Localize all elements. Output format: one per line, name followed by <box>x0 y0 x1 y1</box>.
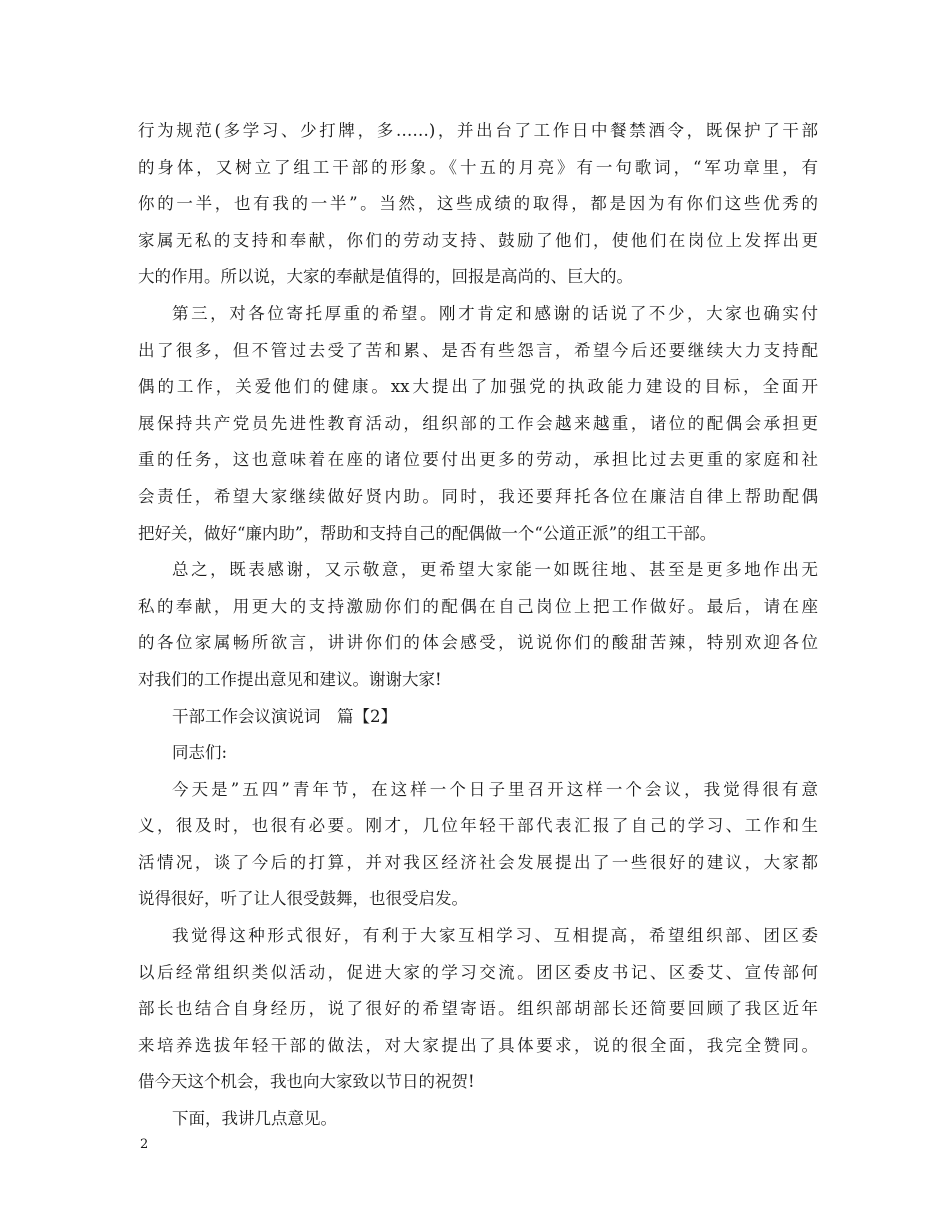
text-line: 第三，对各位寄托厚重的希望。刚才肯定和感谢的话说了不少，大家也确实付 <box>172 303 818 323</box>
text-line: 偶的工作，关爱他们的健康。xx大提出了加强党的执政能力建设的目标，全面开 <box>138 377 818 397</box>
text-line: 出了很多，但不管过去受了苦和累、是否有些怨言，希望今后还要继续大力支持配 <box>138 340 818 360</box>
text-line: 私的奉献，用更大的支持激励你们的配偶在自己岗位上把工作做好。最后，请在座 <box>138 596 818 616</box>
text-line: 总之，既表感谢，又示敬意，更希望大家能一如既往地、甚至是更多地作出无 <box>172 560 818 580</box>
text-line: 以后经常组织类似活动，促进大家的学习交流。团区委皮书记、区委艾、宣传部何 <box>138 962 818 982</box>
text-line: 义，很及时，也很有必要。刚才，几位年轻干部代表汇报了自己的学习、工作和生 <box>138 816 818 836</box>
text-line: 借今天这个机会，我也向大家致以节日的祝贺! <box>138 1072 475 1092</box>
paragraph <box>138 113 818 296</box>
paragraph <box>138 296 818 552</box>
page-number: 2 <box>140 1137 149 1152</box>
paragraph <box>138 772 818 918</box>
text-line: 今天是”五四”青年节，在这样一个日子里召开这样一个会议，我觉得很有意 <box>172 779 818 799</box>
text-line: 活情况，谈了今后的打算，并对我区经济社会发展提出了一些很好的建议，大家都 <box>138 852 818 872</box>
paragraph <box>138 552 818 698</box>
text-line: 重的任务，这也意味着在座的诸位要付出更多的劳动，承担比过去更重的家庭和社 <box>138 450 818 470</box>
text-line: 同志们: <box>172 743 228 763</box>
text-line: 我觉得这种形式很好，有利于大家互相学习、互相提高，希望组织部、团区委 <box>172 926 818 946</box>
text-line: 把好关，做好“廉内助”，帮助和支持自己的配偶做一个“公道正派”的组工干部。 <box>138 523 717 543</box>
text-line: 家属无私的支持和奉献，你们的劳动支持、鼓励了他们，使他们在岗位上发挥出更 <box>138 230 818 250</box>
text-line: 你的一半，也有我的一半”。当然，这些成绩的取得，都是因为有你们这些优秀的 <box>138 194 818 214</box>
text-line: 行为规范(多学习、少打牌，多……)，并出台了工作日中餐禁酒令，既保护了干部 <box>138 121 818 140</box>
text-line: 部长也结合自身经历，说了很好的希望寄语。组织部胡部长还简要回顾了我区近年 <box>138 999 818 1019</box>
paragraph <box>138 699 818 736</box>
text-line: 来培养选拔年轻干部的做法，对大家提出了具体要求，说的很全面，我完全赞同。 <box>138 1035 818 1055</box>
paragraph <box>138 735 818 772</box>
text-line: 展保持共产党员先进性教育活动，组织部的工作会越来越重，诸位的配偶会承担更 <box>138 413 818 433</box>
paragraph <box>138 918 818 1101</box>
text-line: 干部工作会议演说词 篇【2】 <box>172 706 397 726</box>
text-line: 的身体，又树立了组工干部的形象。《十五的月亮》有一句歌词，“军功章里，有 <box>138 157 818 177</box>
text-line: 的各位家属畅所欲言，讲讲你们的体会感受，说说你们的酸甜苦辣，特别欢迎各位 <box>138 633 818 653</box>
text-line: 下面，我讲几点意见。 <box>172 1109 337 1129</box>
text-line: 说得很好，听了让人很受鼓舞，也很受启发。 <box>138 889 468 909</box>
text-line: 会责任，希望大家继续做好贤内助。同时，我还要拜托各位在廉洁自律上帮助配偶 <box>138 486 818 506</box>
text-line: 大的作用。所以说，大家的奉献是值得的，回报是高尚的、巨大的。 <box>138 267 633 287</box>
text-line: 对我们的工作提出意见和建议。谢谢大家! <box>138 669 442 689</box>
paragraph <box>138 1101 818 1138</box>
document-body <box>138 113 818 1138</box>
